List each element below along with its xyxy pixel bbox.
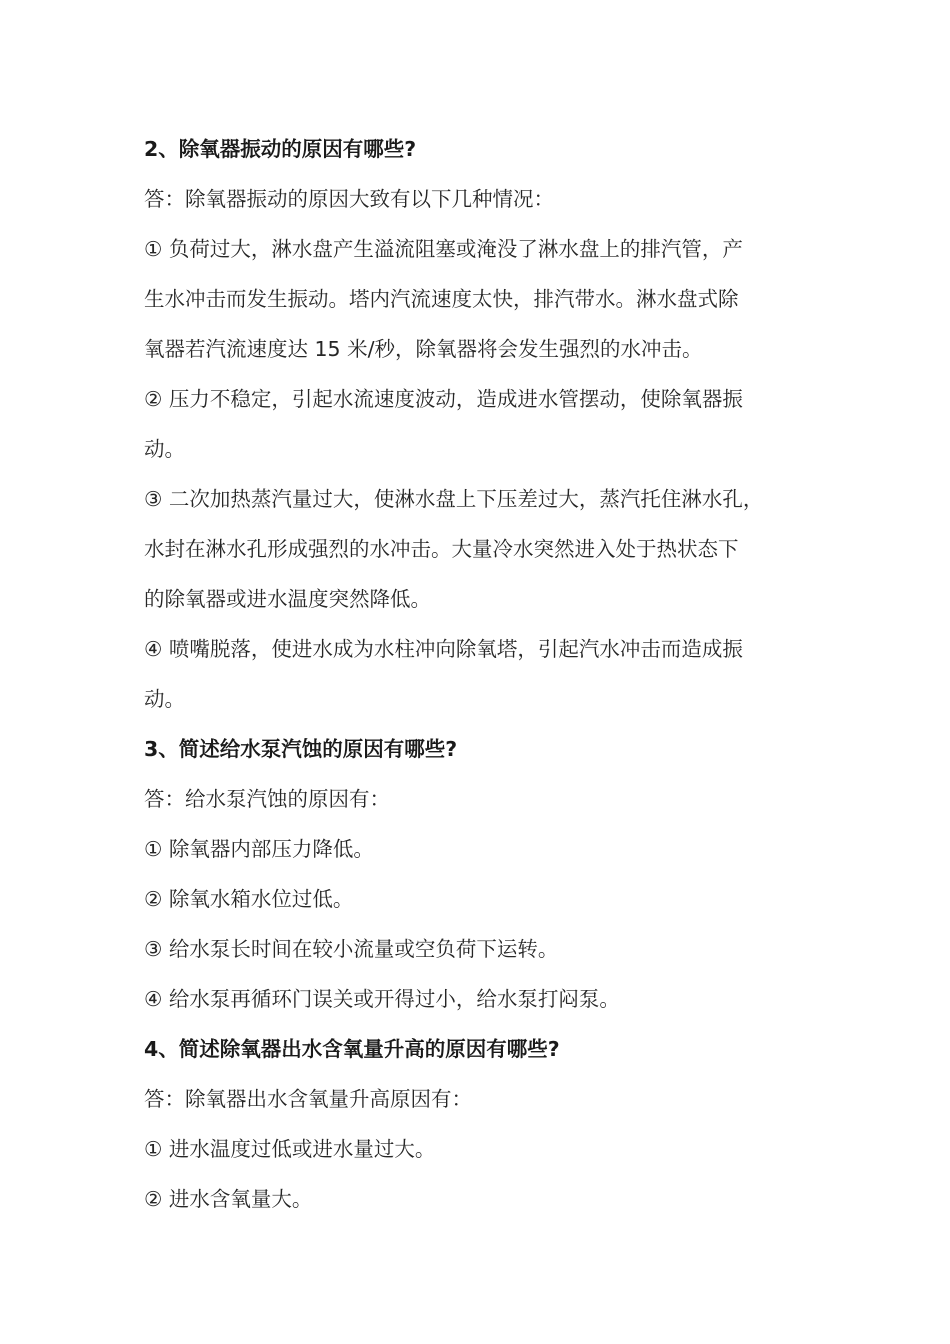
section-heading-3: 3、简述给水泵汽蚀的原因有哪些? [144,737,458,761]
answer-intro-4: 答：除氧器出水含氧量升高原因有： [144,1087,472,1111]
section-heading-4: 4、简述除氧器出水含氧量升高的原因有哪些? [144,1037,560,1061]
list-item: ② 进水含氧量大。 [144,1187,313,1211]
paragraph-line: 动。 [144,687,185,711]
paragraph-line: ② 压力不稳定，引起水流速度波动，造成进水管摆动，使除氧器振 [144,387,743,411]
paragraph-line: 氧器若汽流速度达 15 米/秒，除氧器将会发生强烈的水冲击。 [144,337,703,361]
document-body [144,124,834,1224]
paragraph-line: 的除氧器或进水温度突然降低。 [144,587,431,611]
paragraph-line: 水封在淋水孔形成强烈的水冲击。大量冷水突然进入处于热状态下 [144,537,739,561]
paragraph-line: ① 负荷过大，淋水盘产生溢流阻塞或淹没了淋水盘上的排汽管，产 [144,237,743,261]
answer-intro-2: 答：除氧器振动的原因大致有以下几种情况： [144,187,554,211]
paragraph-line: ④ 喷嘴脱落，使进水成为水柱冲向除氧塔，引起汽水冲击而造成振 [144,637,743,661]
answer-intro-3: 答：给水泵汽蚀的原因有： [144,787,390,811]
list-item: ② 除氧水箱水位过低。 [144,887,354,911]
paragraph-line: 动。 [144,437,185,461]
paragraph-line: ③ 二次加热蒸汽量过大，使淋水盘上下压差过大，蒸汽托住淋水孔， [144,487,764,511]
list-item: ④ 给水泵再循环门误关或开得过小，给水泵打闷泵。 [144,987,620,1011]
list-item: ③ 给水泵长时间在较小流量或空负荷下运转。 [144,937,559,961]
paragraph-line: 生水冲击而发生振动。塔内汽流速度太快，排汽带水。淋水盘式除 [144,287,739,311]
list-item: ① 进水温度过低或进水量过大。 [144,1137,436,1161]
list-item: ① 除氧器内部压力降低。 [144,837,374,861]
section-heading-2: 2、除氧器振动的原因有哪些? [144,137,417,161]
